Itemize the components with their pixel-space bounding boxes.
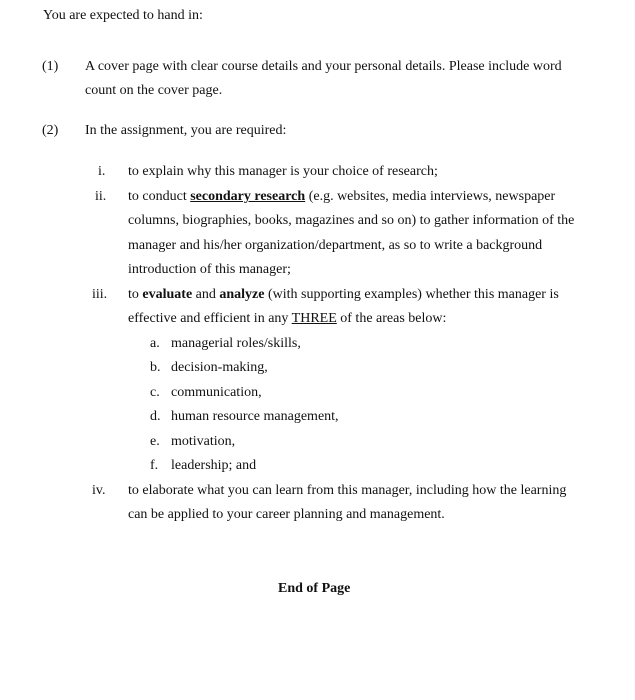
- area-b-label: b.: [150, 360, 161, 375]
- sub-item-i-number: i.: [98, 164, 106, 179]
- sub-item-iv-number: iv.: [92, 483, 106, 498]
- sub-item-iii-line-2-post: of the areas below:: [336, 311, 447, 326]
- sub-item-iv-line-2: can be applied to your career planning and management.: [128, 507, 445, 522]
- item-2-number: (2): [42, 123, 59, 138]
- sub-item-iii-line-1: [128, 286, 559, 304]
- area-a-text: managerial roles/skills,: [171, 336, 301, 351]
- area-e-label: e.: [150, 434, 160, 449]
- sub-item-ii-line-4: introduction of this manager;: [128, 262, 291, 277]
- sub-item-ii-line-1-post: (e.g. websites, media interviews, newspaper: [305, 189, 556, 204]
- item-1-number: (1): [42, 59, 59, 74]
- item-2-text: In the assignment, you are required:: [85, 123, 287, 138]
- sub-item-ii-line-1: [128, 188, 555, 206]
- sub-item-iv-line-1: to elaborate what you can learn from this manager, including how the learning: [128, 483, 567, 498]
- area-d-label: d.: [150, 409, 161, 424]
- area-b-text: decision-making,: [171, 360, 268, 375]
- sub-item-iii-line-1-pre: to: [128, 287, 143, 302]
- sub-item-iii-line-1-mid: and: [192, 287, 220, 302]
- sub-item-iii-number: iii.: [92, 287, 108, 302]
- area-c-label: c.: [150, 385, 160, 400]
- area-d-text: human resource management,: [171, 409, 339, 424]
- area-e-text: motivation,: [171, 434, 236, 449]
- intro-text: You are expected to hand in:: [43, 8, 203, 23]
- sub-item-ii-line-1-pre: to conduct: [128, 189, 191, 204]
- area-f-label: f.: [150, 458, 159, 473]
- evaluate-emphasis: evaluate: [142, 287, 193, 302]
- secondary-research-emphasis: secondary research: [190, 189, 306, 204]
- item-1-text-line-1: A cover page with clear course details and your personal details. Please include word: [85, 59, 562, 74]
- sub-item-ii-line-2: columns, biographies, books, magazines and so on) to gather information of the: [128, 213, 575, 228]
- sub-item-ii-number: ii.: [95, 189, 107, 204]
- item-1-text-line-2: count on the cover page.: [85, 83, 223, 98]
- area-c-text: communication,: [171, 385, 262, 400]
- sub-item-iii-line-2-pre: effective and efficient in any: [128, 311, 292, 326]
- area-a-label: a.: [150, 336, 160, 351]
- end-of-page-label: End of Page: [278, 581, 351, 596]
- sub-item-iii-line-2: [128, 310, 446, 328]
- sub-item-iii-line-1-post: (with supporting examples) whether this manager is: [264, 287, 559, 302]
- three-emphasis: THREE: [291, 311, 337, 326]
- sub-item-i-text: to explain why this manager is your choice of research;: [128, 164, 438, 179]
- area-f-text: leadership; and: [171, 458, 257, 473]
- analyze-emphasis: analyze: [219, 287, 265, 302]
- sub-item-ii-line-3: manager and his/her organization/department, as so to write a background: [128, 238, 543, 253]
